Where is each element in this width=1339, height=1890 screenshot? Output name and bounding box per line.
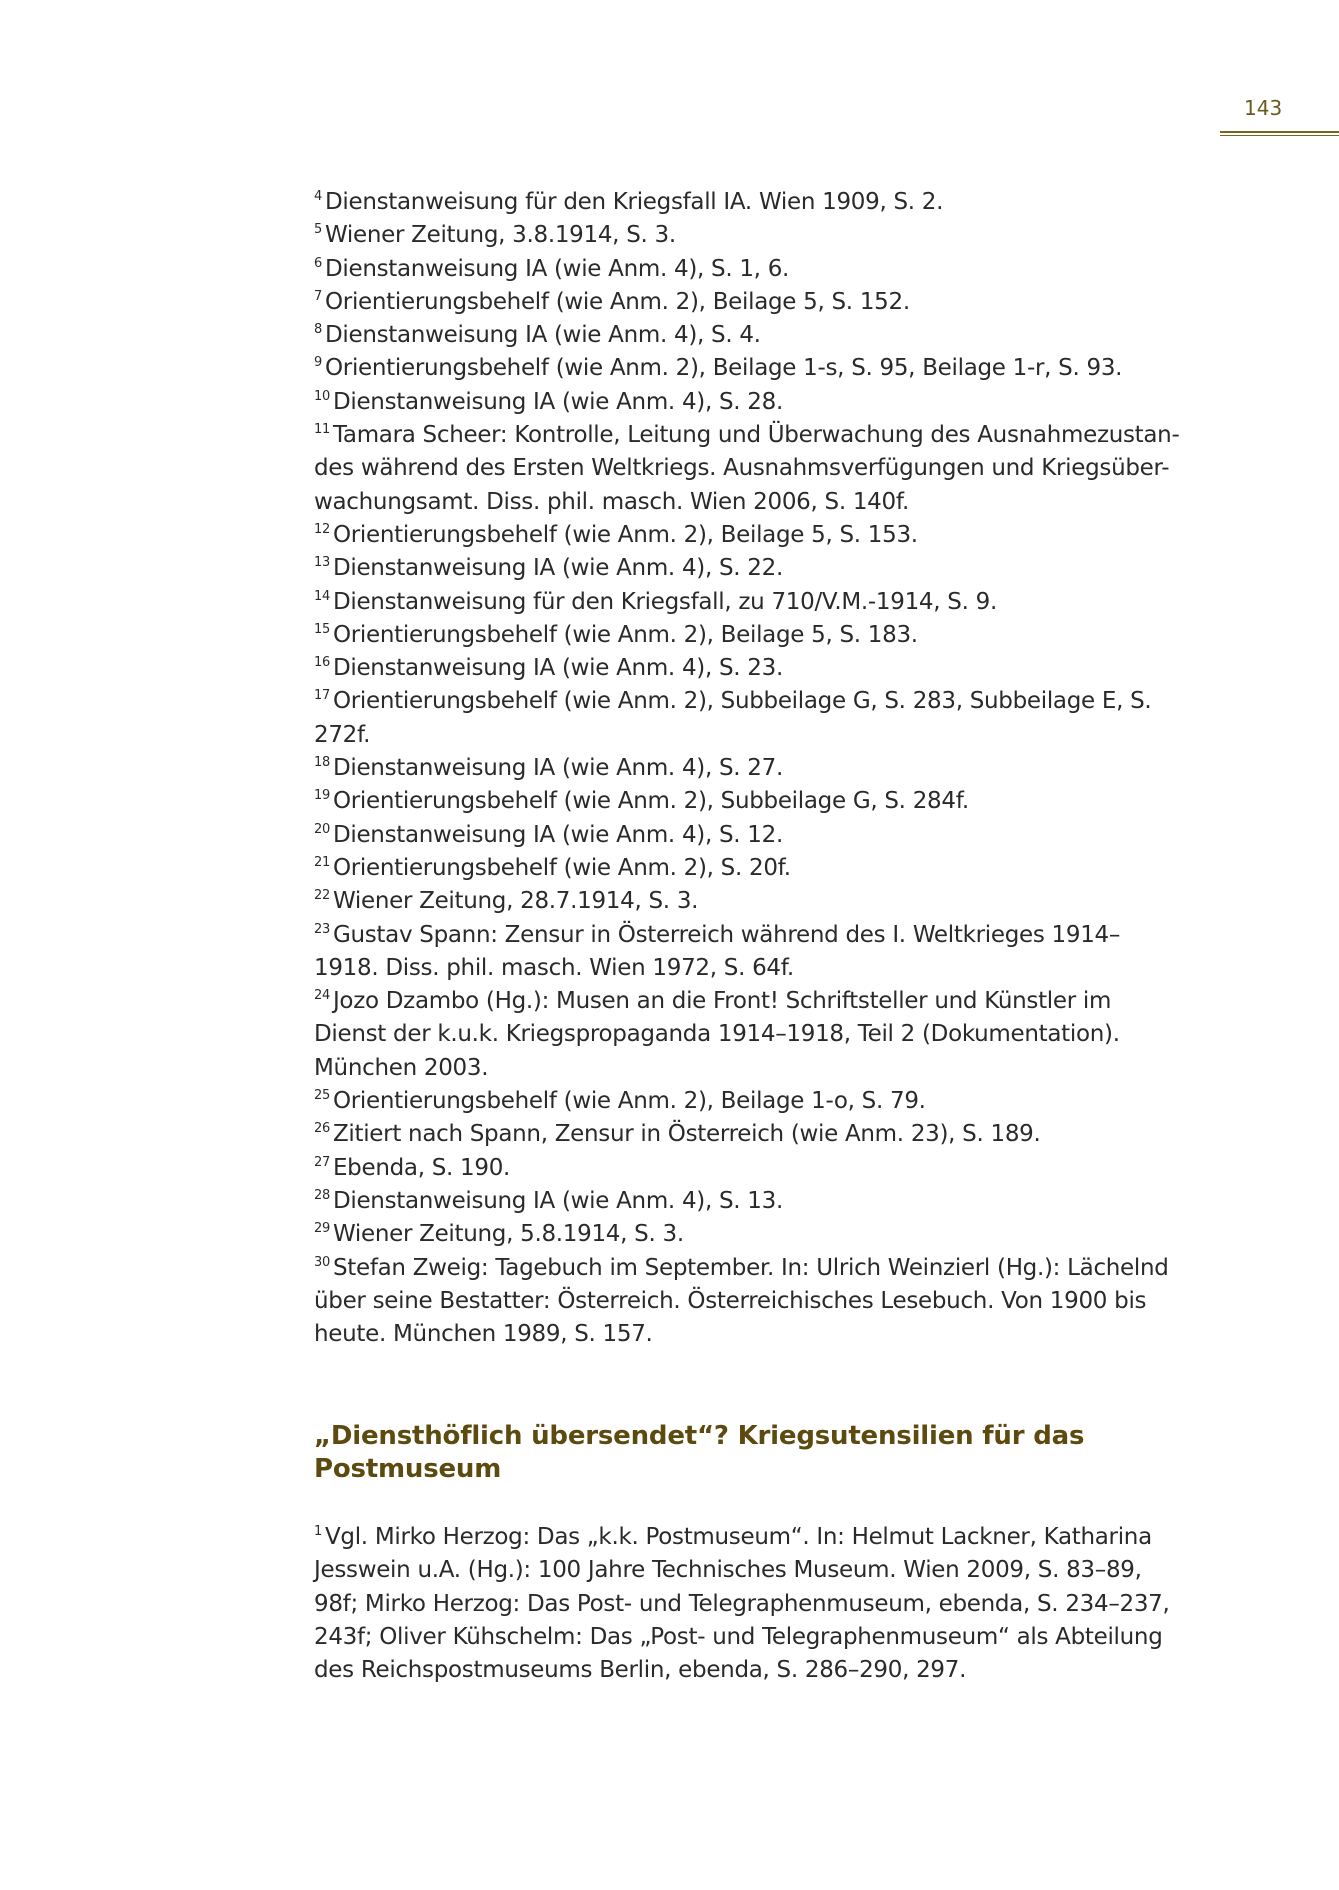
endnote-text: Dienstanweisung IA (wie Anm. 4), S. 23. — [332, 655, 783, 682]
endnote-number: 13 — [314, 555, 330, 571]
header-rule — [1220, 131, 1339, 133]
endnote — [314, 1118, 1184, 1151]
endnote-number: 15 — [314, 621, 330, 637]
endnote — [314, 1521, 1184, 1687]
endnote — [314, 186, 1184, 219]
endnote-text: Orientierungsbehelf (wie Anm. 2), Beilage 5, S. 183. — [332, 621, 918, 648]
section-title: „Diensthöflich übersendet“? Kriegsutensilien für das Postmuseum — [314, 1421, 1085, 1484]
endnote-text: Orientierungsbehelf (wie Anm. 2), Beilage 1-o, S. 79. — [332, 1088, 926, 1115]
endnote — [314, 852, 1184, 885]
endnote — [314, 1218, 1184, 1251]
endnote — [314, 519, 1184, 552]
endnote-text: Dienstanweisung IA (wie Anm. 4), S. 13. — [332, 1187, 783, 1214]
endnote-number: 24 — [314, 988, 330, 1004]
endnote-number: 14 — [314, 588, 330, 604]
endnote-text: Dienstanweisung für den Kriegsfall IA. Wien 1909, S. 2. — [324, 189, 944, 215]
endnote-number: 7 — [314, 288, 322, 304]
endnote — [314, 319, 1184, 352]
endnote-text: Tamara Scheer: Kontrolle, Leitung und Überwachung des Ausnahmezustan-des während des Ersten Weltkriegs. Ausnahmsverfügungen und Kriegsüber-wachungsamt. Diss. phil. masch. Wien 2006, S. 140f. — [314, 422, 1180, 515]
endnote — [314, 419, 1184, 519]
endnote-number: 16 — [314, 655, 330, 671]
endnote-text: Zitiert nach Spann, Zensur in Österreich (wie Anm. 23), S. 189. — [332, 1121, 1041, 1148]
endnote-text: Stefan Zweig: Tagebuch im September. In: Ulrich Weinzierl (Hg.): Lächelnd über seine Bestatter: Österreich. Österreichisches Lesebuch. Von 1900 bis heute. München 1989, S. 157. — [314, 1254, 1169, 1348]
endnote-number: 11 — [314, 422, 330, 438]
endnote-number: 20 — [314, 821, 330, 837]
endnote-number: 12 — [314, 521, 330, 537]
endnote-text: Dienstanweisung IA (wie Anm. 4), S. 4. — [324, 322, 761, 349]
endnote-number: 26 — [314, 1121, 330, 1137]
endnote — [314, 1252, 1184, 1352]
endnote-text: Dienstanweisung IA (wie Anm. 4), S. 22. — [332, 555, 783, 582]
endnote-number: 19 — [314, 788, 330, 804]
endnote-text: Ebenda, S. 190. — [332, 1154, 511, 1181]
endnote-number: 21 — [314, 854, 330, 870]
endnote-number: 25 — [314, 1088, 330, 1104]
endnote-number: 18 — [314, 755, 330, 771]
endnote-text: Orientierungsbehelf (wie Anm. 2), Subbeilage G, S. 284f. — [332, 788, 969, 815]
endnote-text: Dienstanweisung IA (wie Anm. 4), S. 27. — [332, 755, 783, 782]
endnote — [314, 386, 1184, 419]
endnote — [314, 652, 1184, 685]
endnote — [314, 1085, 1184, 1118]
endnote — [314, 1152, 1184, 1185]
endnote — [314, 752, 1184, 785]
endnote — [314, 919, 1184, 986]
endnote-number: 6 — [314, 255, 322, 271]
endnote — [314, 985, 1184, 1085]
header-rule-thin — [1220, 135, 1339, 136]
endnote — [314, 552, 1184, 585]
endnote — [314, 286, 1184, 319]
endnote-number: 4 — [314, 189, 322, 204]
endnote-text: Orientierungsbehelf (wie Anm. 2), Subbeilage G, S. 283, Subbeilage E, S. 272f. — [314, 688, 1152, 748]
page-number: 143 — [1244, 96, 1283, 120]
endnote — [314, 885, 1184, 918]
endnote — [314, 785, 1184, 818]
endnote — [314, 586, 1184, 619]
endnote-text: Dienstanweisung für den Kriegsfall, zu 710/V.M.-1914, S. 9. — [332, 588, 997, 615]
endnote-text: Dienstanweisung IA (wie Anm. 4), S. 28. — [332, 388, 783, 415]
endnote-number: 9 — [314, 355, 322, 371]
endnote — [314, 819, 1184, 852]
endnote-text: Jozo Dzambo (Hg.): Musen an die Front! Schriftsteller und Künstler im Dienst der k.u.k. Kriegspropaganda 1914–1918, Teil 2 (Dokumentation). München 2003. — [314, 988, 1120, 1081]
endnote-number: 30 — [314, 1254, 330, 1270]
endnote-text: Orientierungsbehelf (wie Anm. 2), Beilage 5, S. 153. — [332, 521, 918, 548]
endnotes-list — [314, 186, 1184, 1351]
endnote-text: Gustav Spann: Zensur in Österreich während des I. Weltkrieges 1914–1918. Diss. phil. masch. Wien 1972, S. 64f. — [314, 921, 1121, 981]
endnote — [314, 253, 1184, 286]
endnote-number: 29 — [314, 1221, 330, 1237]
endnote-text: Orientierungsbehelf (wie Anm. 2), S. 20f. — [332, 854, 791, 881]
endnote-text: Orientierungsbehelf (wie Anm. 2), Beilage 5, S. 152. — [324, 288, 910, 315]
endnote-number: 8 — [314, 322, 322, 338]
endnote-number: 1 — [314, 1524, 322, 1539]
endnote-text: Wiener Zeitung, 28.7.1914, S. 3. — [332, 888, 699, 915]
endnote — [314, 1185, 1184, 1218]
endnote — [314, 219, 1184, 252]
endnote-number: 5 — [314, 222, 322, 238]
endnote-number: 22 — [314, 888, 330, 904]
endnote-text: Dienstanweisung IA (wie Anm. 4), S. 1, 6. — [324, 255, 790, 282]
endnote — [314, 619, 1184, 652]
endnote-text: Wiener Zeitung, 5.8.1914, S. 3. — [332, 1221, 684, 1248]
endnote-text: Dienstanweisung IA (wie Anm. 4), S. 12. — [332, 821, 783, 848]
endnote — [314, 685, 1184, 752]
endnote-number: 23 — [314, 921, 330, 937]
endnote-text: Wiener Zeitung, 3.8.1914, S. 3. — [324, 222, 676, 249]
endnote — [314, 352, 1184, 385]
endnote-number: 17 — [314, 688, 330, 704]
endnote-number: 28 — [314, 1187, 330, 1203]
endnotes-list-section — [314, 1521, 1184, 1687]
endnote-text: Vgl. Mirko Herzog: Das „k.k. Postmuseum“. In: Helmut Lackner, Katharina Jesswein u.A. (Hg.): 100 Jahre Technisches Museum. Wien 2009, S. 83–89, 98f; Mirko Herzog: Das Post- und Telegraphenmuseum, ebenda, S. 234–237, 243f; Oliver Kühschelm: Das „Post- und Telegraphenmuseum“ als Abteilung des Reichspostmuseums Berlin, ebenda, S. 286–290, 297. — [314, 1524, 1170, 1684]
endnote-text: Orientierungsbehelf (wie Anm. 2), Beilage 1-s, S. 95, Beilage 1-r, S. 93. — [324, 355, 1123, 382]
endnote-number: 10 — [314, 388, 330, 404]
endnote-number: 27 — [314, 1154, 330, 1170]
